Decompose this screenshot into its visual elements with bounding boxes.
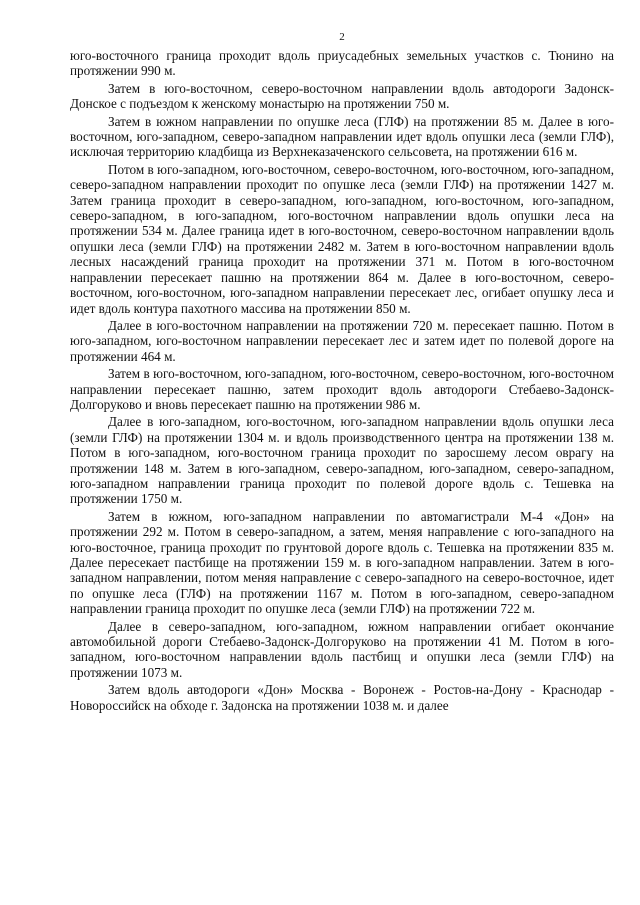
paragraph-6: Затем в юго-восточном, юго-западном, юго-восточном, северо-восточном, юго-восточном направлении пересекает пашню, затем проходит вдоль автодороги Стебаево-Задонск- Долгоруково и вновь пересекает пашню на протяжении 986 м. xyxy=(70,366,614,412)
paragraph-4: Потом в юго-западном, юго-восточном, северо-восточном, юго-восточном, юго-западном, северо-западном направлении проходит по опушке леса (земли ГЛФ) на протяжении 1427 м. Затем граница проходит в северо-западном, юго-западном, юго-восточном, юго-западном, северо-западном, в юго-западном, юго-восточном направлении вдоль опушки леса на протяжении 534 м. Далее граница идет в юго-восточном, северо-восточном направлении вдоль опушки леса (земли ГЛФ) на протяжении 2482 м. Затем в юго-восточном направлении вдоль лесных насаждений граница проходит на протяжении 371 м. Потом в юго-восточном направлении пересекает пашню на протяжении 864 м. Далее в юго-восточном, северо-восточном, юго-восточном, юго-западном направлении пересекает лес, огибает опушку леса и идет вдоль контура пахотного массива на протяжении 850 м. xyxy=(70,161,614,316)
page-number: 2 xyxy=(339,31,345,43)
paragraph-9: Далее в северо-западном, юго-западном, южном направлении огибает окончание автомобильной дороги Стебаево-Задонск-Долгоруково на протяжении 41 М. Потом в юго-западном, юго-восточном направлении вдоль пастбищ и опушки леса (земли ГЛФ) на протяжении 1073 м. xyxy=(70,618,614,680)
paragraph-8: Затем в южном, юго-западном направлении по автомагистрали М-4 «Дон» на протяжении 292 м. Потом в северо-западном, а затем, меняя направление с юго-западного на юго-восточное, граница проходит по грунтовой дороге вдоль с. Тешевка на протяжении 835 м. Далее пересекает пастбище на протяжении 159 м. в юго-западном направлении. Затем в юго-западном направлении, потом меняя направление с северо-западного на северо-восточное, идет по опушке леса (ГЛФ) на протяжении 1167 м. Потом в юго-западном, северо-западном направлении граница проходит по опушке леса (земли ГЛФ) на протяжении 722 м. xyxy=(70,508,614,617)
paragraph-10: Затем вдоль автодороги «Дон» Москва - Воронеж - Ростов-на-Дону - Краснодар - Новороссийск на обходе г. Задонска на протяжении 1038 м. и далее xyxy=(70,682,614,713)
paragraph-1: юго-восточного граница проходит вдоль приусадебных земельных участков с. Тюнино на протяжении 990 м. xyxy=(70,48,614,79)
paragraph-3: Затем в южном направлении по опушке леса (ГЛФ) на протяжении 85 м. Далее в юго-восточном, юго-западном, северо-западном направлении идет вдоль опушки леса (земли ГЛФ), исключая территорию кладбища из Верхнеказаченского сельсовета, на протяжении 616 м. xyxy=(70,113,614,160)
paragraph-5: Далее в юго-восточном направлении на протяжении 720 м. пересекает пашню. Потом в юго-западном, юго-восточном направлении пересекает лес и затем идет по полевой дороге на протяжении 464 м. xyxy=(70,317,614,364)
paragraph-2: Затем в юго-восточном, северо-восточном направлении вдоль автодороги Задонск-Донское с подъездом к женскому монастырю на протяжении 750 м. xyxy=(70,80,614,112)
paragraph-7: Далее в юго-западном, юго-восточном, юго-западном направлении вдоль опушки леса (земли ГЛФ) на протяжении 1304 м. и вдоль производственного центра на протяжении 138 м. Потом в юго-западном, юго-восточном граница проходит по заросшему лесом оврагу на протяжении 148 м. Затем в юго-западном, северо-западном, юго-западном, северо-западном, юго-западном направлении граница проходит по полевой дороге вдоль с. Тешевка на протяжении 1750 м. xyxy=(70,414,614,507)
